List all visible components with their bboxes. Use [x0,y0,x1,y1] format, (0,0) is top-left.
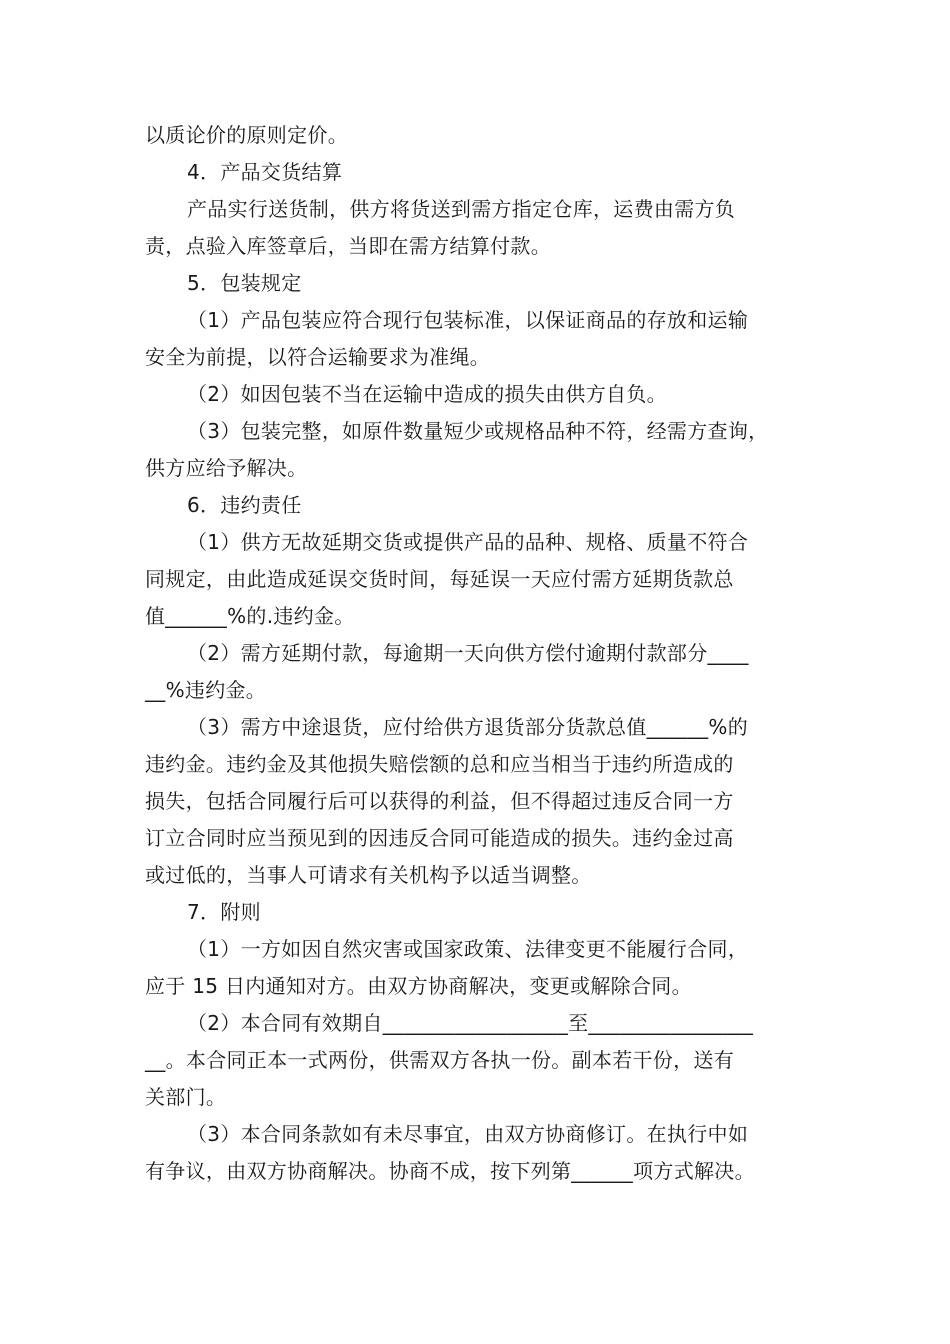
text-line: （3）需方中途退货，应付给供方退货部分货款总值______%的 [187,715,749,739]
text-line: （2）如因包装不当在运输中造成的损失由供方自负。 [187,382,667,406]
text-line: 订立合同时应当预见到的因违反合同可能造成的损失。违约金过高 [145,826,734,850]
text-line: 责，点验入库签章后，当即在需方结算付款。 [145,234,551,258]
text-line: （2）需方延期付款，每逾期一天向供方偿付逾期付款部分____ [187,641,749,665]
text-line: （2）本合同有效期自__________________至________________ [187,1011,754,1035]
text-line: __。本合同正本一式两份，供需双方各执一份。副本若干份，送有 [145,1048,734,1072]
section-heading: 5．包装规定 [187,271,302,295]
text-line: （3）包装完整，如原件数量短少或规格品种不符，经需方查询， [187,419,769,443]
text-line: 以质论价的原则定价。 [145,123,348,147]
contract-body [145,117,807,1190]
text-line: 产品实行送货制，供方将货送到需方指定仓库，运费由需方负 [187,197,736,221]
text-line: （1）产品包装应符合现行包装标准，以保证商品的存放和运输 [187,308,749,332]
text-line: 同规定，由此造成延误交货时间，每延误一天应付需方延期货款总 [145,567,734,591]
text-line: （3）本合同条款如有未尽事宜，由双方协商修订。在执行中如 [187,1122,749,1146]
text-line: 有争议，由双方协商解决。协商不成，按下列第______项方式解决。 [145,1159,755,1183]
text-line: 供方应给予解决。 [145,456,308,480]
text-line: （1）一方如因自然灾害或国家政策、法律变更不能履行合同， [187,937,749,961]
text-line: __%违约金。 [145,678,267,702]
section-heading: 4．产品交货结算 [187,160,343,184]
text-line: 关部门。 [145,1085,227,1109]
text-line: 应于 15 日内通知对方。由双方协商解决，变更或解除合同。 [145,974,692,998]
text-line: 安全为前提，以符合运输要求为准绳。 [145,345,491,369]
text-line: （1）供方无故延期交货或提供产品的品种、规格、质量不符合 [187,530,749,554]
text-line: 违约金。违约金及其他损失赔偿额的总和应当相当于违约所造成的 [145,752,734,776]
section-heading: 7．附则 [187,900,261,924]
text-line: 值______%的.违约金。 [145,604,355,628]
section-heading: 6．违约责任 [187,493,302,517]
text-line: 或过低的，当事人可请求有关机构予以适当调整。 [145,863,592,887]
text-line: 损失，包括合同履行后可以获得的利益，但不得超过违反合同一方 [145,789,734,813]
